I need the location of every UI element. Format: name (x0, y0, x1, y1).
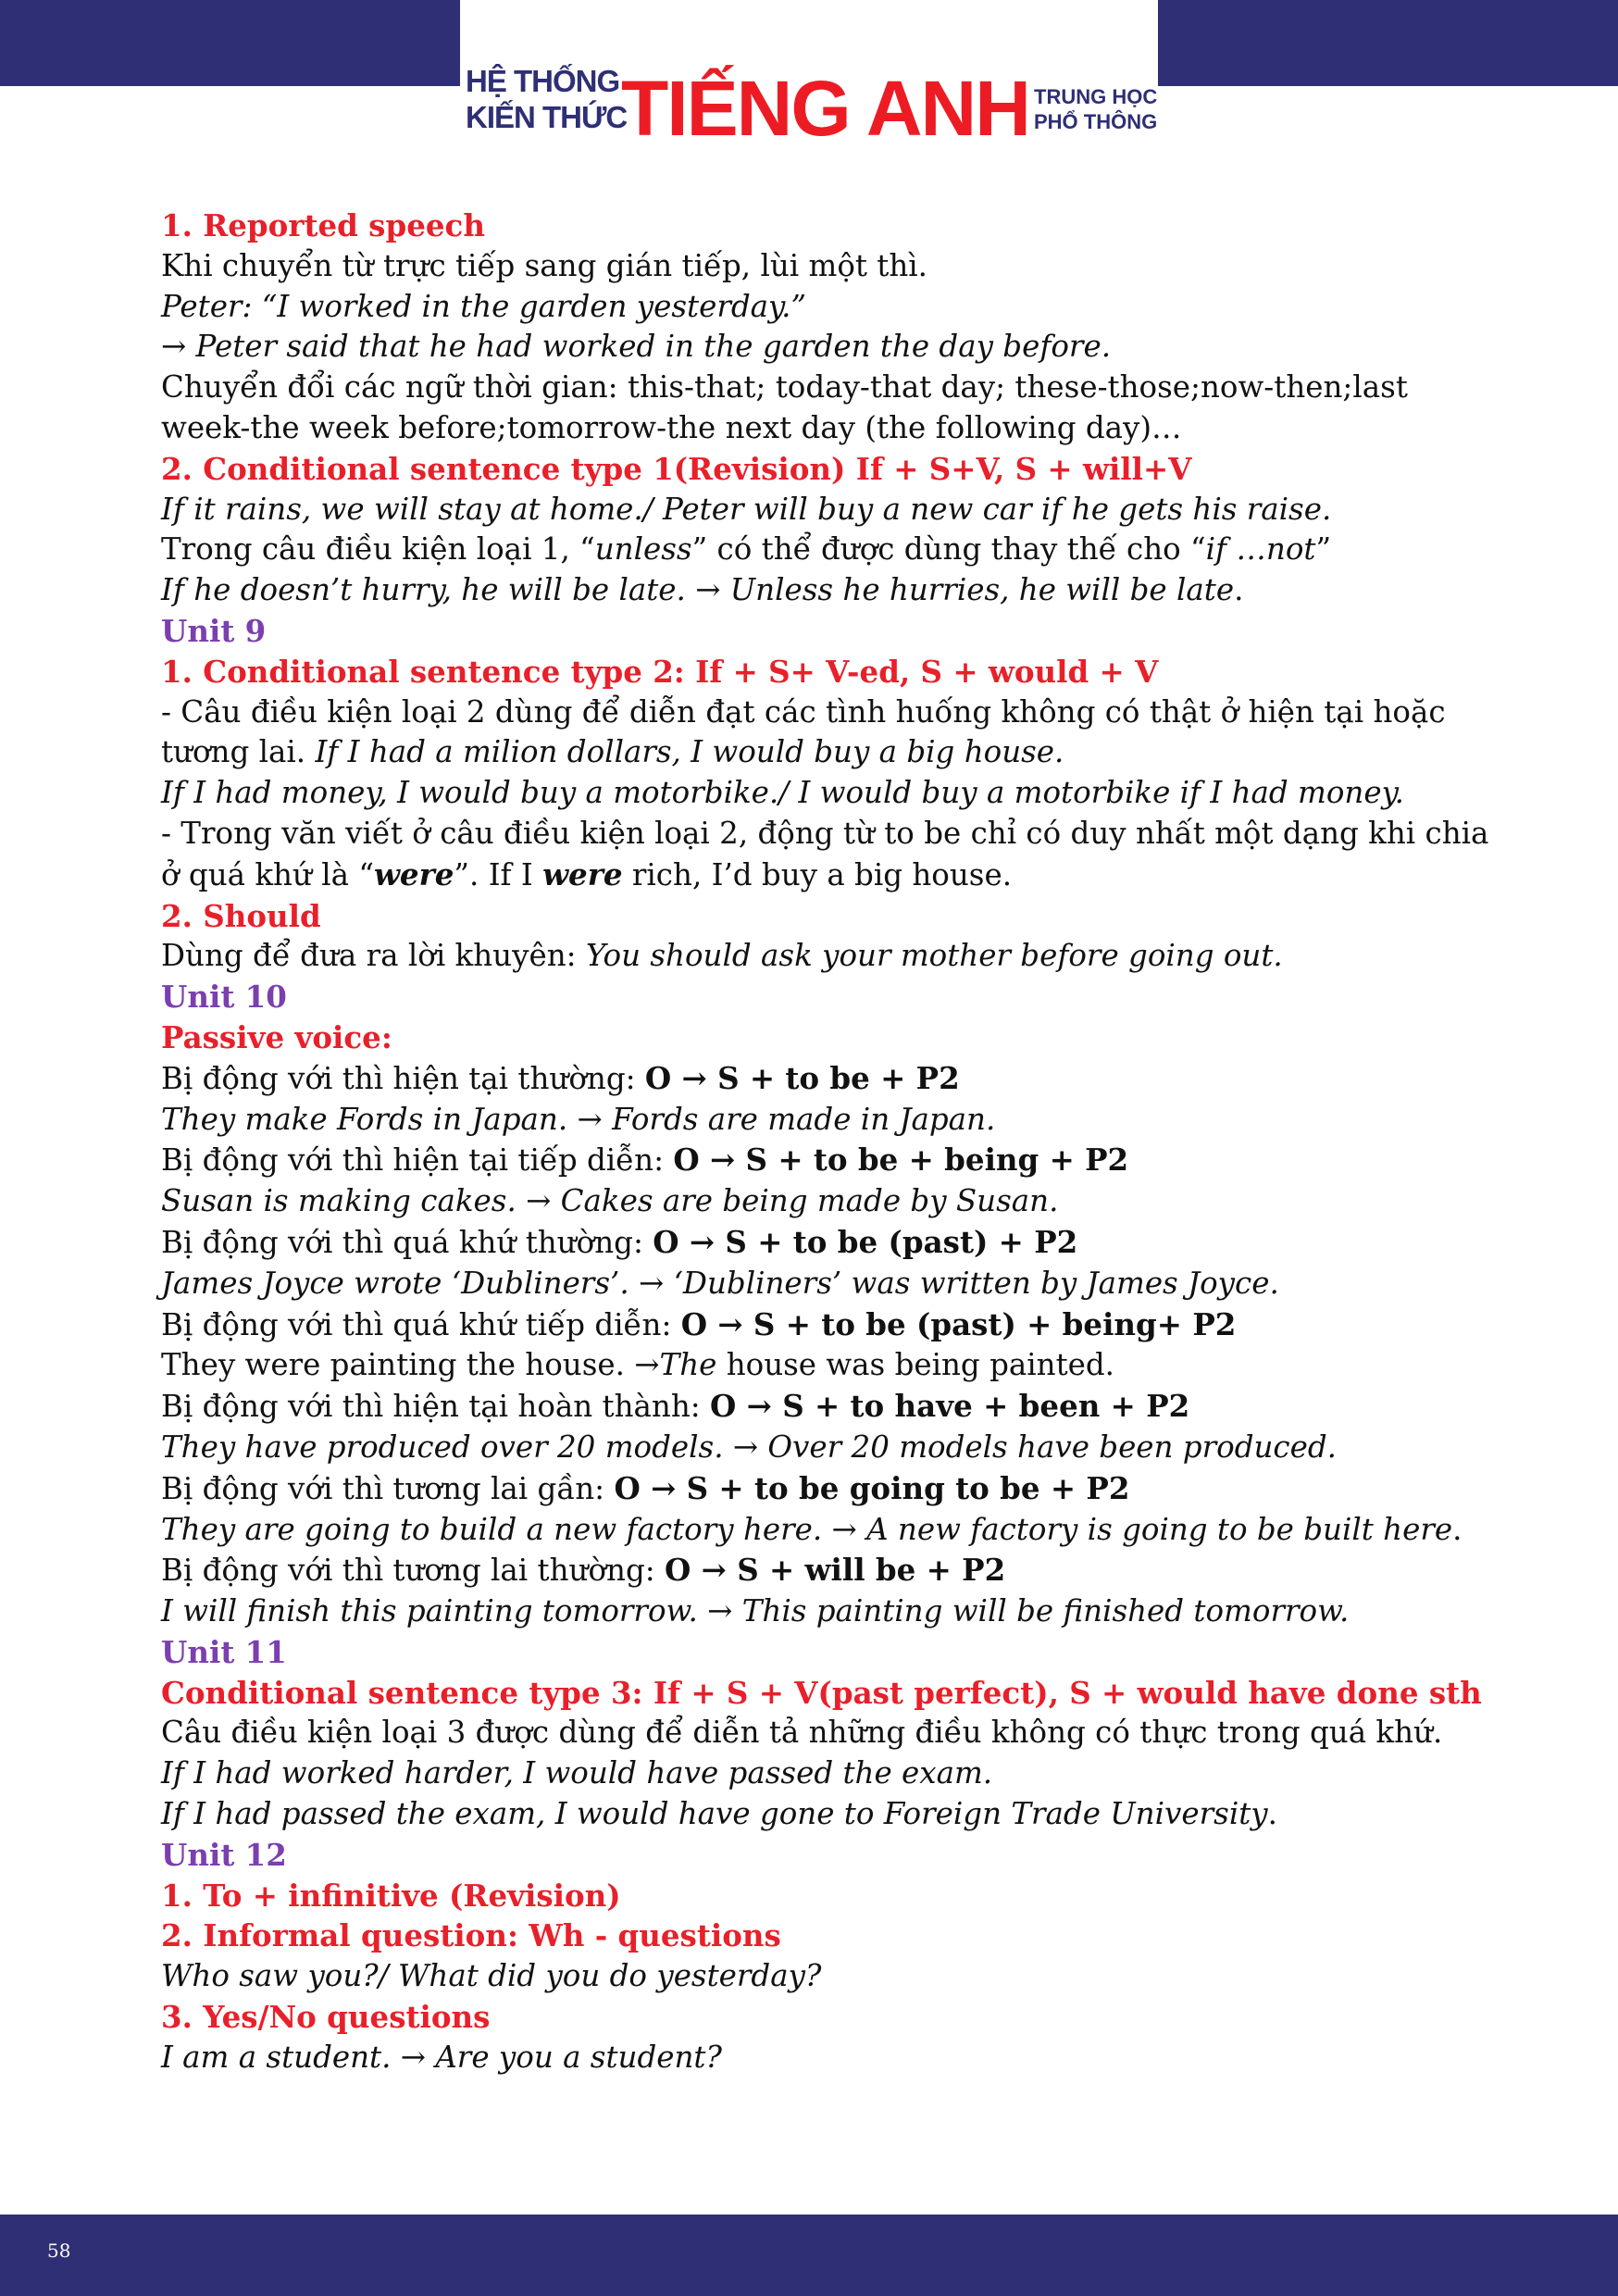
passive-rule: Bị động với thì tương lai gần: O → S + to be going to be + P2 (161, 1469, 1130, 1506)
footer-bar (0, 2215, 1618, 2296)
section-heading: 2. Conditional sentence type 1(Revision) If + S+V, S + will+V (161, 450, 1192, 487)
section-heading: Conditional sentence type 3: If + S + V(past perfect), S + would have done sth (161, 1674, 1482, 1711)
passive-rule: Bị động với thì tương lai thường: O → S + will be + P2 (161, 1552, 1006, 1589)
brand-tieng-anh: TIẾNG ANH (621, 65, 1029, 152)
section-heading: 2. Should (161, 897, 321, 934)
example-sentence: If I had money, I would buy a motorbike./ I would buy a motorbike if I had money. (161, 775, 1404, 811)
example-sentence: They were painting the house. →The house was being painted. (161, 1347, 1115, 1383)
brand-he-thong: HỆ THỐNG (466, 64, 620, 98)
section-heading: 3. Yes/No questions (161, 1999, 491, 2036)
example-sentence: I am a student. → Are you a student? (161, 2039, 722, 2075)
page-number: 58 (47, 2240, 71, 2262)
paragraph: Dùng để đưa ra lời khuyên: You should ask your mother before going out. (161, 938, 1283, 974)
example-sentence: If he doesn’t hurry, he will be late. → Unless he hurries, he will be late. (161, 572, 1244, 608)
example-sentence: James Joyce wrote ‘Dubliners’. → ‘Dubliners’ was written by James Joyce. (161, 1265, 1279, 1301)
paragraph: Khi chuyển từ trực tiếp sang gián tiếp, lùi một thì. (161, 247, 928, 283)
example-sentence: If I had worked harder, I would have passed the exam. (161, 1755, 993, 1791)
brand-trung-hoc: TRUNG HỌC (1034, 85, 1158, 108)
example-sentence: They have produced over 20 models. → Over 20 models have been produced. (161, 1429, 1338, 1465)
brand-kien-thuc: KIẾN THỨC (466, 100, 628, 134)
example-sentence: They make Fords in Japan. → Fords are made in Japan. (161, 1101, 996, 1137)
passive-rule: Bị động với thì quá khứ thường: O → S + to be (past) + P2 (161, 1223, 1078, 1260)
example-sentence: → Peter said that he had worked in the garden the day before. (161, 329, 1112, 365)
paragraph: Câu điều kiện loại 3 được dùng để diễn tả những điều không có thực trong quá khứ. (161, 1715, 1443, 1751)
paragraph: - Trong văn viết ở câu điều kiện loại 2, động từ to be chỉ có duy nhất một dạng khi chia ở quá khứ là “were”. If I were rich, I’d buy a big house. (161, 815, 1489, 892)
header-bar-left (0, 0, 460, 86)
section-heading: 2. Informal question: Wh - questions (161, 1917, 781, 1954)
paragraph: Chuyển đổi các ngữ thời gian: this-that; today-that day; these-those;now-then;last week-the week before;tomorrow-the next day (the following day)… (161, 369, 1408, 445)
example-sentence: Who saw you?/ What did you do yesterday? (161, 1958, 822, 1994)
passive-rule: Bị động với thì hiện tại hoàn thành: O → S + to have + been + P2 (161, 1388, 1190, 1425)
unit-title: Unit 11 (161, 1633, 287, 1670)
header-bar-right (1158, 0, 1618, 86)
paragraph: - Câu điều kiện loại 2 dùng để diễn đạt các tình huống không có thật ở hiện tại hoặc tương lai. If I had a milion dollars, I would buy a big house. (161, 693, 1446, 770)
example-sentence: If it rains, we will stay at home./ Peter will buy a new car if he gets his raise. (161, 491, 1332, 527)
example-sentence: Peter: “I worked in the garden yesterday.” (161, 288, 807, 324)
unit-title: Unit 10 (161, 979, 287, 1016)
passive-rule: Bị động với thì hiện tại tiếp diễn: O → S + to be + being + P2 (161, 1142, 1129, 1179)
example-sentence: I will finish this painting tomorrow. → This painting will be finished tomorrow. (161, 1593, 1350, 1629)
page-content (161, 206, 1494, 2078)
section-heading: 1. To + infinitive (Revision) (161, 1877, 621, 1914)
unit-title: Unit 9 (161, 612, 267, 649)
example-sentence: They are going to build a new factory here. → A new factory is going to be built here. (161, 1511, 1462, 1547)
example-sentence: If I had passed the exam, I would have gone to Foreign Trade University. (161, 1796, 1277, 1832)
section-heading: 1. Reported speech (161, 207, 485, 243)
paragraph: Trong câu điều kiện loại 1, “unless” có thể được dùng thay thế cho “if …not” (161, 531, 1332, 568)
unit-title: Unit 12 (161, 1836, 287, 1873)
section-heading: Passive voice: (161, 1018, 392, 1055)
passive-rule: Bị động với thì quá khứ tiếp diễn: O → S + to be (past) + being+ P2 (161, 1305, 1237, 1342)
example-sentence: Susan is making cakes. → Cakes are being made by Susan. (161, 1183, 1059, 1219)
section-heading: 1. Conditional sentence type 2: If + S+ V-ed, S + would + V (161, 653, 1159, 690)
brand-pho-thong: PHỔ THÔNG (1034, 110, 1158, 133)
passive-rule: Bị động với thì hiện tại thường: O → S + to be + P2 (161, 1059, 960, 1096)
